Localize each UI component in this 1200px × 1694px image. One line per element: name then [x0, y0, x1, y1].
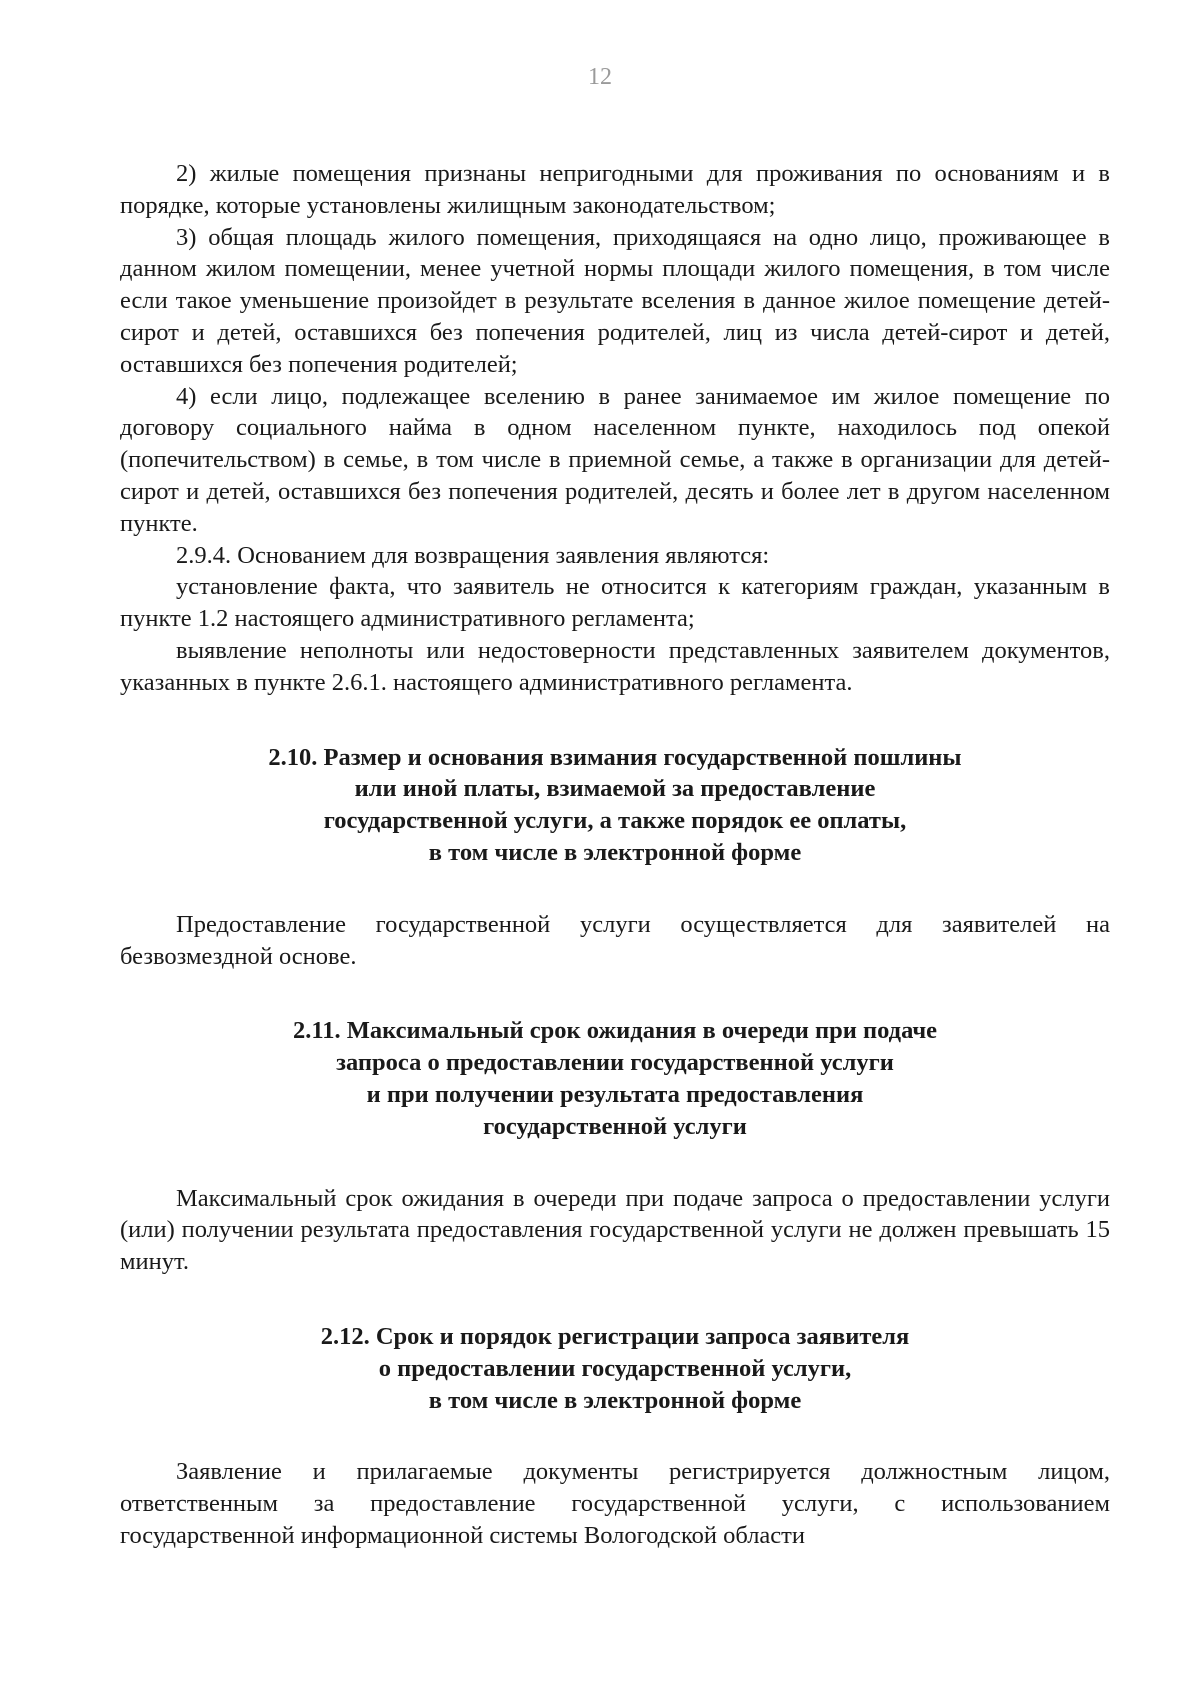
paragraph: 2) жилые помещения признаны непригодными для проживания по основаниям и в порядке, которые установлены жилищным законодательством;	[120, 160, 1110, 219]
heading-line: или иной платы, взимаемой за предоставление	[354, 775, 876, 803]
heading-line: 2.12. Срок и порядок регистрации запроса заявителя	[320, 1322, 910, 1350]
heading-line: и при получении результата предоставления	[366, 1080, 864, 1108]
heading-line: 2.10. Размер и основания взимания государственной пошлины	[268, 743, 962, 771]
heading-line: в том числе в электронной форме	[428, 1386, 802, 1414]
paragraph: Максимальный срок ожидания в очереди при подаче запроса о предоставлении услуги (или) получении результата предоставления государственной услуги не должен превышать 15 минут.	[120, 1184, 1110, 1276]
heading-line: запроса о предоставлении государственной услуги	[336, 1049, 894, 1077]
section-heading-2-11	[120, 1015, 1110, 1142]
paragraph: 3) общая площадь жилого помещения, приходящаяся на одно лицо, проживающее в данном жилом помещении, менее учетной нормы площади жилого помещения, в том числе если такое уменьшение произойдет в результате вселения в данное жилое помещение детей-сирот и детей, оставшихся без попечения родителей, лиц из числа детей-сирот и детей, оставшихся без попечения родителей;	[120, 223, 1110, 378]
paragraph: Предоставление государственной услуги осуществляется для заявителей на безвозмездной основе.	[120, 910, 1110, 970]
heading-line: государственной услуги, а также порядок ее оплаты,	[323, 807, 907, 835]
heading-line: государственной услуги	[483, 1112, 747, 1140]
heading-line: 2.11. Максимальный срок ожидания в очереди при подаче	[292, 1017, 938, 1045]
heading-line: о предоставлении государственной услуги,	[378, 1354, 852, 1382]
page-number: 12	[588, 64, 612, 90]
paragraph: 2.9.4. Основанием для возвращения заявления являются:	[176, 541, 770, 569]
paragraph: установление факта, что заявитель не относится к категориям граждан, указанным в пункте 1.2 настоящего административного регламента;	[120, 573, 1110, 633]
paragraph: 4) если лицо, подлежащее вселению в ранее занимаемое им жилое помещение по договору социального найма в одном населенном пункте, находилось под опекой (попечительством) в семье, в том числе в приемной семье, а также в организации для детей-сирот и детей, оставшихся без попечения родителей, десять и более лет в другом населенном пункте.	[120, 382, 1110, 537]
paragraph: Заявление и прилагаемые документы регистрируется должностным лицом, ответственным за предоставление государственной услуги, с использованием государственной информационной системы Вологодской области	[120, 1458, 1110, 1549]
section-heading-2-12	[120, 1321, 1110, 1416]
heading-line: в том числе в электронной форме	[428, 838, 802, 866]
paragraph: выявление неполноты или недостоверности представленных заявителем документов, указанных в пункте 2.6.1. настоящего административного регламента.	[120, 636, 1110, 696]
section-heading-2-10	[120, 742, 1110, 869]
document-body	[120, 158, 1110, 1552]
